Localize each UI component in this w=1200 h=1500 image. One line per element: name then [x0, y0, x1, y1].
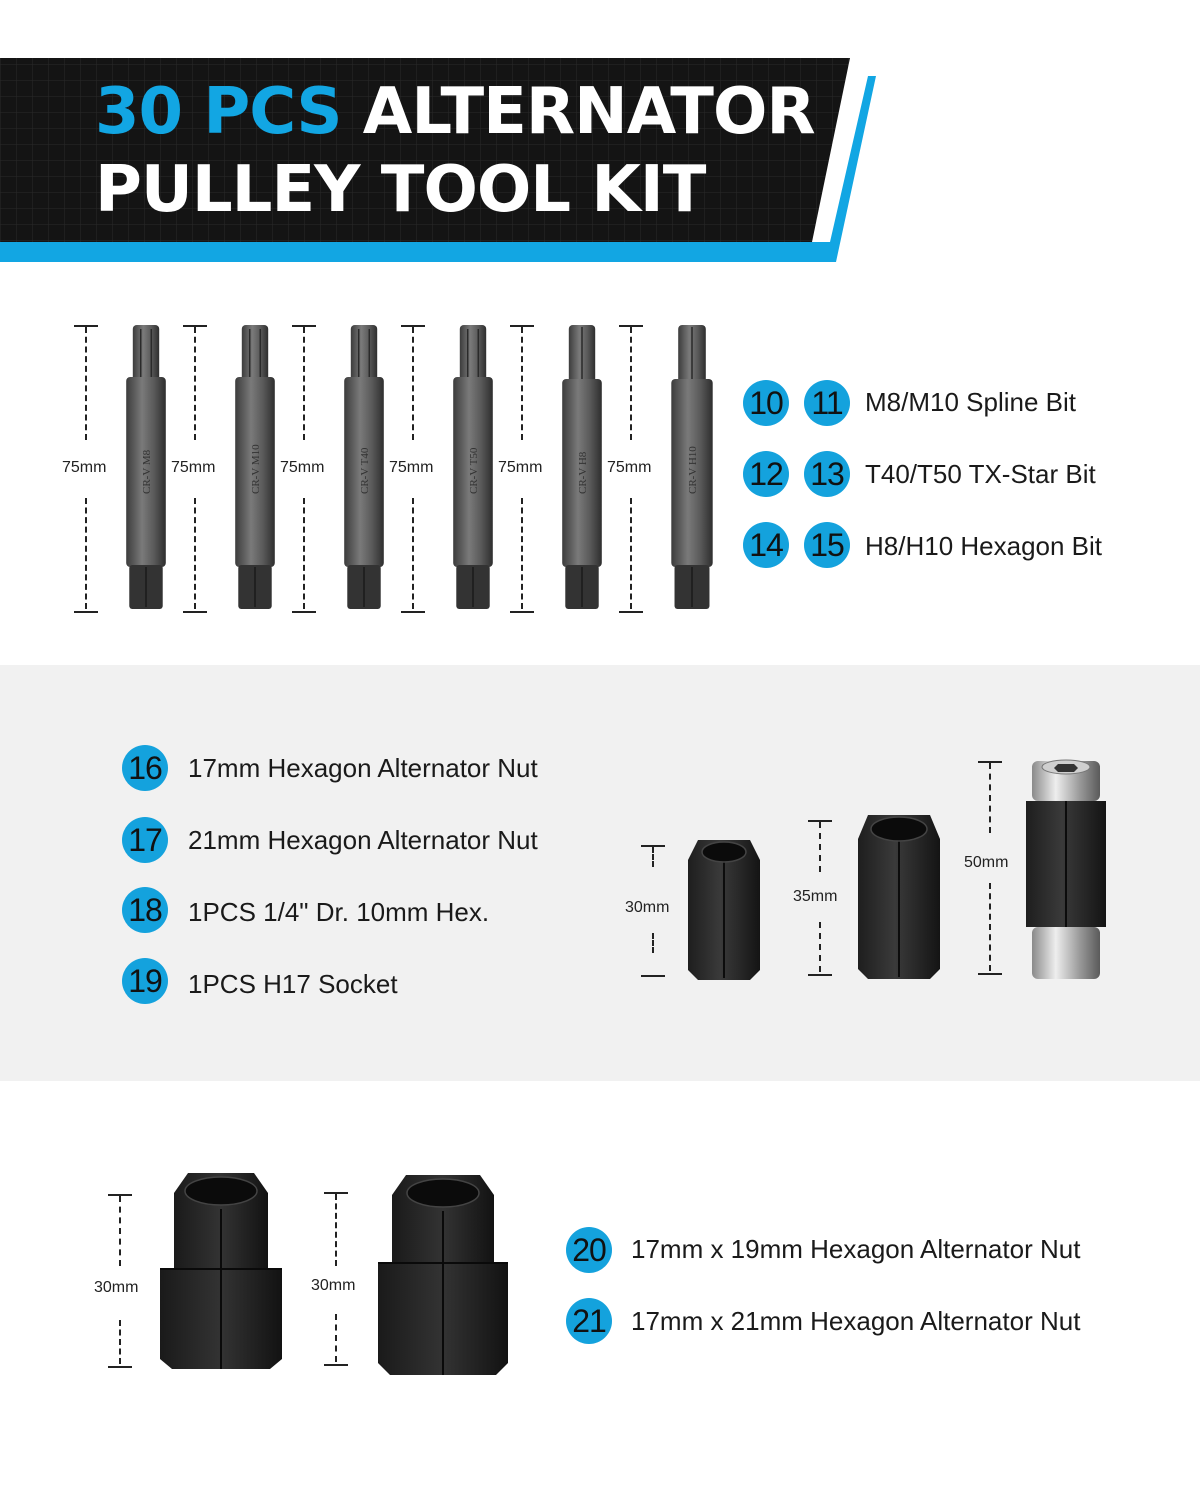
stepped-nut-17x19-image	[158, 1169, 284, 1371]
page-title-line-2	[95, 153, 706, 227]
page-title-line-1	[95, 75, 815, 149]
bit-image	[669, 321, 721, 613]
stepped-item-label: 17mm x 19mm Hexagon Alternator Nut	[631, 1234, 1081, 1264]
number-badge: 15	[804, 522, 850, 568]
stepped-item-label: 17mm x 21mm Hexagon Alternator Nut	[631, 1306, 1081, 1336]
nut-item-label: 1PCS H17 Socket	[188, 969, 398, 999]
number-badge: 19	[122, 958, 168, 1004]
number-badge: 17	[122, 817, 168, 863]
bit-item-label: H8/H10 Hexagon Bit	[865, 531, 1103, 561]
bit-engraving: CR-V M10	[250, 444, 262, 494]
bit-engraving: CR-V M8	[141, 449, 153, 494]
hex-nut-30mm-image	[684, 830, 764, 980]
dimension-label: 30mm	[625, 899, 670, 916]
bit-engraving: CR-V T40	[359, 447, 371, 494]
bit-item-label: M8/M10 Spline Bit	[865, 387, 1076, 417]
number-badge: 11	[804, 380, 850, 426]
number-badge: 21	[566, 1298, 612, 1344]
number-badge: 10	[743, 380, 789, 426]
dimension-label: 75mm	[62, 459, 107, 476]
hex-nut-35mm-image	[856, 805, 942, 981]
stepped-nuts-section	[0, 1081, 1200, 1500]
header-banner	[0, 0, 1200, 265]
number-badge: 13	[804, 451, 850, 497]
nut-item-label: 1PCS 1/4" Dr. 10mm Hex.	[188, 897, 490, 927]
bits-section	[0, 265, 1200, 665]
dimension-label: 75mm	[389, 459, 434, 476]
number-badge: 12	[743, 451, 789, 497]
nut-item-label: 17mm Hexagon Alternator Nut	[188, 753, 538, 783]
dimension-label: 30mm	[311, 1277, 356, 1294]
stepped-nut-17x21-image	[376, 1171, 510, 1377]
bit-item-label: T40/T50 TX-Star Bit	[865, 459, 1096, 489]
bit-image	[451, 321, 501, 613]
hex-socket-image	[1024, 757, 1108, 983]
dimension-label: 75mm	[607, 459, 652, 476]
number-badge: 20	[566, 1227, 612, 1273]
bit-image	[233, 321, 283, 613]
title-line2-text: PULLEY TOOL KIT	[95, 153, 706, 227]
bit-image	[342, 321, 392, 613]
bit-image	[124, 321, 174, 613]
dimension-label: 35mm	[793, 888, 838, 905]
nuts-section	[0, 665, 1200, 1081]
number-badge: 14	[743, 522, 789, 568]
dimension-label: 30mm	[94, 1279, 139, 1296]
bit-engraving: CR-V H10	[687, 446, 699, 494]
nut-item-label: 21mm Hexagon Alternator Nut	[188, 825, 538, 855]
dimension-label: 75mm	[171, 459, 216, 476]
dimension-label: 75mm	[498, 459, 543, 476]
title-accent: 30 PCS	[95, 75, 342, 149]
number-badge: 18	[122, 887, 168, 933]
dimension-label: 75mm	[280, 459, 325, 476]
title-line1-rest: ALTERNATOR	[362, 75, 815, 149]
bit-image	[560, 321, 610, 613]
dimension-label: 50mm	[964, 854, 1009, 871]
number-badge: 16	[122, 745, 168, 791]
bit-engraving: CR-V H8	[577, 451, 589, 494]
bit-engraving: CR-V T50	[468, 447, 480, 494]
